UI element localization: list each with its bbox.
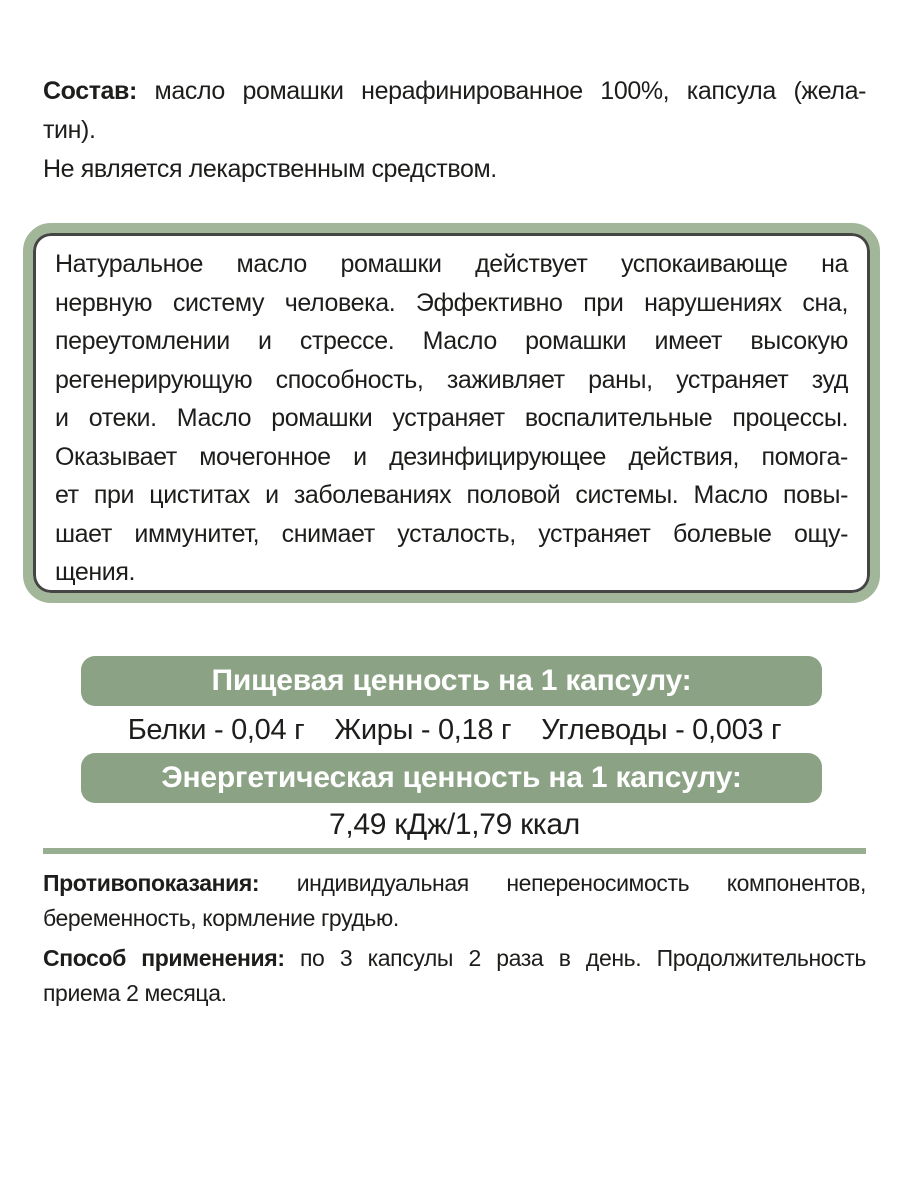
nutrition-header-banner <box>81 656 822 706</box>
description-line: Оказывает мочегонное и дезинфицирующее действия, помога- <box>55 442 848 471</box>
nutrition-header-text: Пищевая ценность на 1 капсулу: <box>211 664 692 697</box>
description-line: ет при циститах и заболеваниях половой системы. Масло повы- <box>55 481 848 509</box>
description-box <box>23 223 880 603</box>
description-line: нервную систему человека. Эффективно при нарушениях сна, <box>55 288 848 317</box>
energy-value-row <box>43 803 866 847</box>
composition-section <box>43 72 866 189</box>
contraindications-label: Противопоказания: <box>43 870 260 896</box>
energy-value-text: 7,49 кДж/1,79 ккал <box>329 808 580 841</box>
nutrition-values-row <box>43 706 866 754</box>
usage-line-1 <box>43 941 866 976</box>
composition-line-2: тин). <box>43 116 96 144</box>
bottom-section <box>43 866 866 1011</box>
carbs-value: Углеводы - 0,003 г <box>541 713 782 746</box>
contraindications-line-2: беременность, кормление грудью. <box>43 905 399 931</box>
section-divider <box>43 848 866 854</box>
protein-value: Белки - 0,04 г <box>127 713 305 746</box>
usage-line-1-text: по 3 капсулы 2 раза в день. Продолжительность <box>284 945 866 971</box>
energy-header-text: Энергетическая ценность на 1 капсулу: <box>161 761 742 794</box>
description-line: переутомлении и стрессе. Масло ромашки имеет высокую <box>55 327 848 355</box>
contraindications-line-1 <box>43 866 866 901</box>
energy-header-banner <box>81 753 822 803</box>
composition-line-1-text: масло ромашки нерафинированное 100%, капсула (жела- <box>136 77 866 105</box>
description-line: и отеки. Масло ромашки устраняет воспалительные процессы. <box>55 404 848 432</box>
not-medicine-note: Не является лекарственным средством. <box>43 155 497 183</box>
usage-line-2: приема 2 месяца. <box>43 980 227 1006</box>
usage-label: Способ применения: <box>43 945 285 971</box>
description-line: регенерирующую способность, заживляет раны, устраняет зуд <box>55 365 848 394</box>
description-line-last: щения. <box>55 558 136 586</box>
fat-value: Жиры - 0,18 г <box>334 713 512 746</box>
description-line: Натуральное масло ромашки действует успокаивающе на <box>55 250 848 278</box>
contraindications-line-1-text: индивидуальная непереносимость компонентов, <box>259 870 866 896</box>
description-line: шает иммунитет, снимает усталость, устраняет болевые ощу- <box>55 519 848 548</box>
composition-label: Состав: <box>43 77 137 105</box>
composition-line-1 <box>43 72 866 111</box>
